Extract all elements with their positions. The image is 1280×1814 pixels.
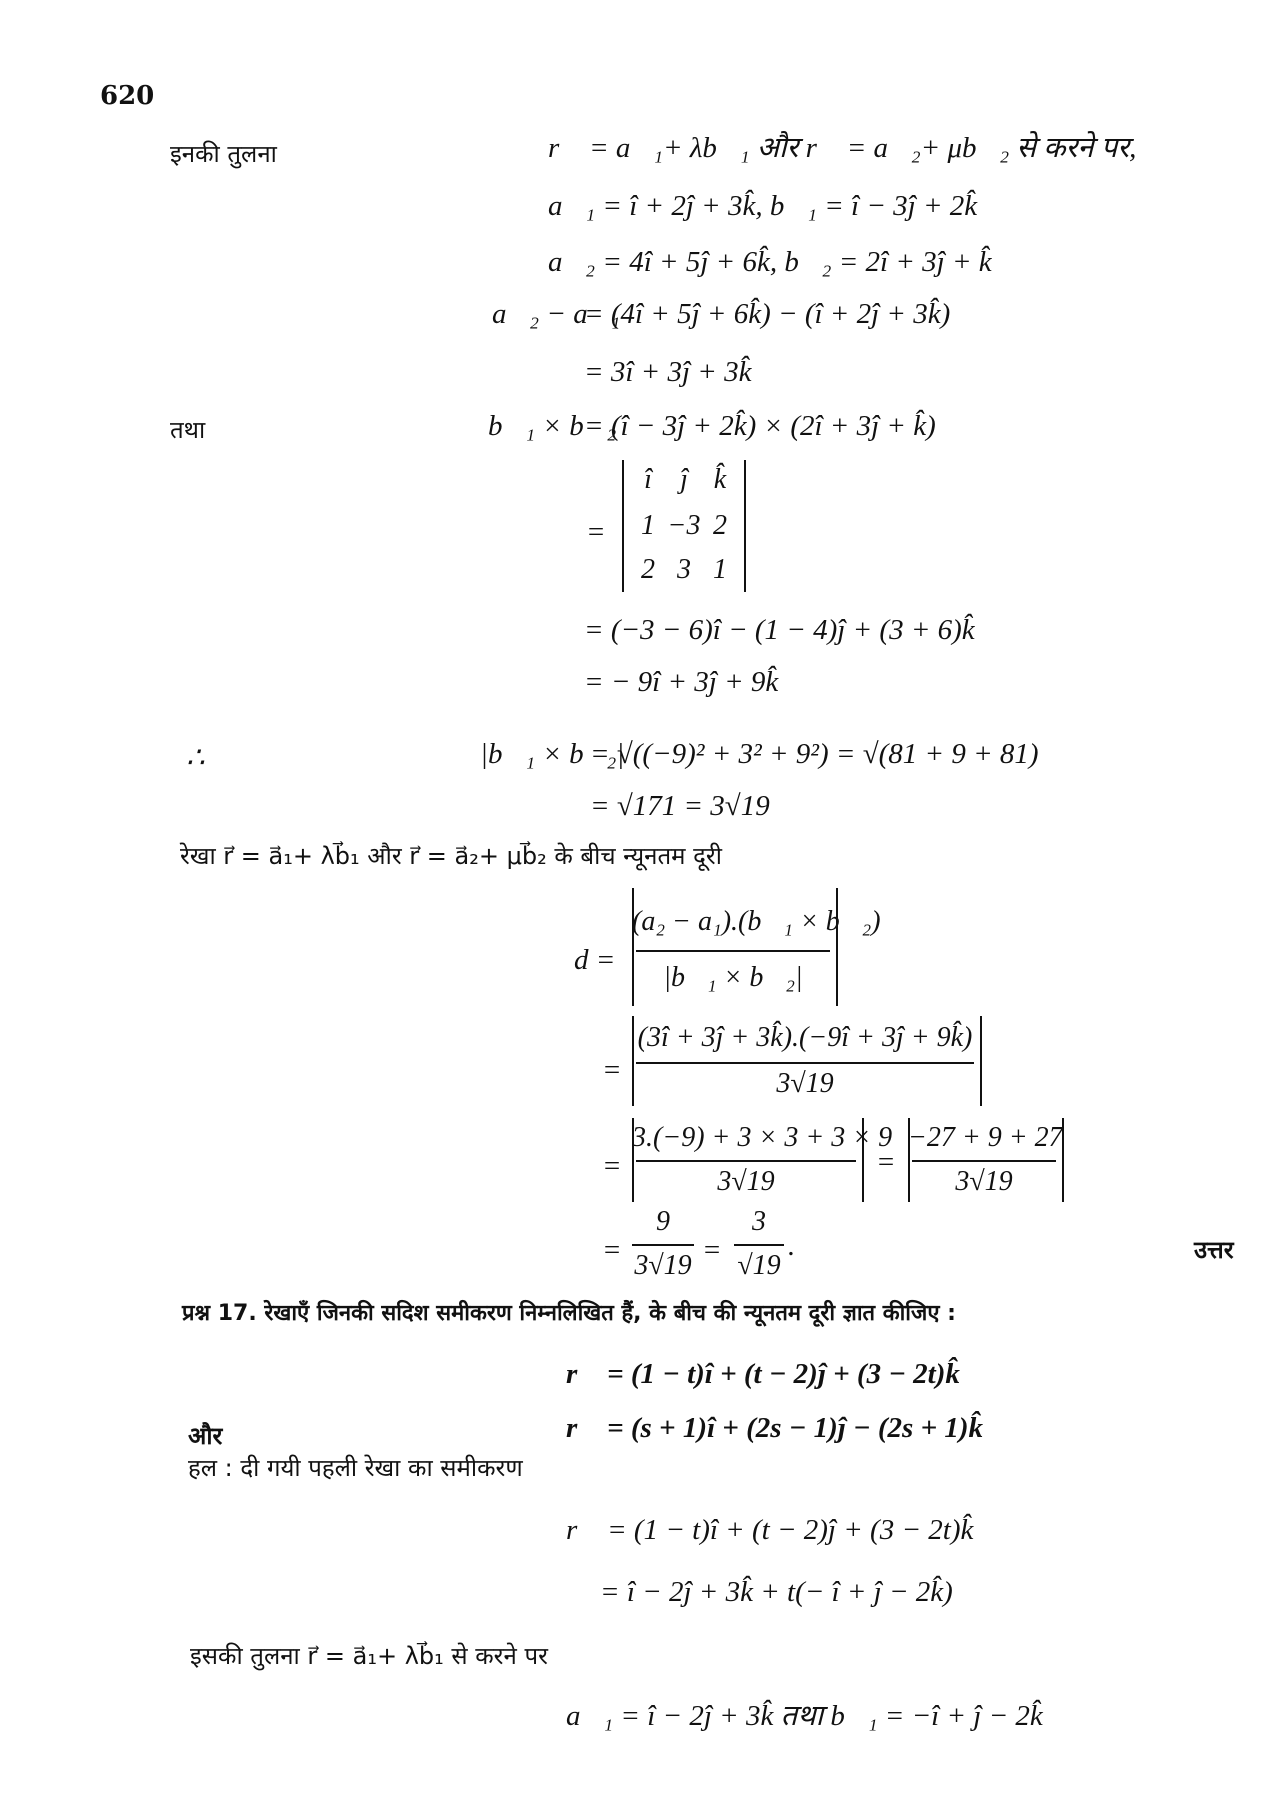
final-equals: = <box>602 1234 622 1266</box>
det-cell-1-2: ĵ <box>680 464 688 495</box>
step2-fraction-line <box>636 1062 974 1064</box>
det-cell-3-2: 3 <box>677 554 691 585</box>
determinant-equals: = <box>586 516 606 548</box>
difference-rhs: = (4î + 5ĵ + 6k̂) − (î + 2ĵ + 3k̂) <box>584 298 951 330</box>
step3-fraction-line <box>636 1160 856 1162</box>
final-fraction-line-2 <box>734 1244 784 1246</box>
det-cell-2-3: 2 <box>713 510 727 541</box>
d-numerator: (a₂ − a₁).(b⃗₁ × b⃗₂) <box>632 906 881 937</box>
d-denominator: |b⃗₁ × b⃗₂| <box>663 962 803 993</box>
a1-b1-equation: a⃗₁ = î + 2ĵ + 3k̂, b⃗₁ = î − 3ĵ + 2k̂ <box>548 190 978 222</box>
difference-result: = 3î + 3ĵ + 3k̂ <box>584 356 752 388</box>
difference-lhs: a⃗₂ − a⃗₁ <box>492 298 621 330</box>
a2-b2-equation: a⃗₂ = 4î + 5ĵ + 6k̂, b⃗₂ = 2î + 3ĵ + k̂ <box>548 246 992 278</box>
solution-a1-b1: a⃗₁ = î − 2ĵ + 3k̂ तथा b⃗₁ = −î + ĵ − 2k̂ <box>566 1700 1043 1732</box>
final-numerator-2: 3 <box>752 1206 766 1237</box>
solution-intro: हल : दी गयी पहली रेखा का समीकरण <box>188 1454 523 1482</box>
shortest-distance-statement: रेखा r⃗ = a⃗₁+ λb⃗₁ और r⃗ = a⃗₂+ μb⃗₂ के बीच न्यूनतम दूरी <box>180 842 722 870</box>
final-denominator-1: 3√19 <box>634 1250 692 1281</box>
cross-lhs: b⃗₁ × b⃗₂ <box>488 410 617 442</box>
step3b-fraction-line <box>912 1160 1056 1162</box>
det-cell-2-2: −3 <box>667 510 701 541</box>
step3-numerator: 3.(−9) + 3 × 3 + 3 × 9 <box>632 1122 893 1153</box>
final-denominator-2: √19 <box>737 1250 781 1281</box>
magnitude-rhs: = √((−9)² + 3² + 9²) = √(81 + 9 + 81) <box>590 738 1039 770</box>
page-number: 620 <box>100 81 155 111</box>
step3-equals: = <box>602 1150 622 1182</box>
magnitude-lhs: |b⃗₁ × b⃗₂| <box>480 738 625 770</box>
expansion: = (−3 − 6)î − (1 − 4)ĵ + (3 + 6)k̂ <box>584 614 975 646</box>
solution-equation-1: r⃗ = (1 − t)î + (t − 2)ĵ + (3 − 2t)k̂ <box>566 1514 974 1546</box>
final-fraction-line-1 <box>632 1244 694 1246</box>
solution-compare: इसकी तुलना r⃗ = a⃗₁+ λb⃗₁ से करने पर <box>190 1642 548 1670</box>
solution-equation-2: = î − 2ĵ + 3k̂ + t(− î + ĵ − 2k̂) <box>600 1576 953 1608</box>
det-cell-1-3: k̂ <box>713 464 727 495</box>
cross-rhs: = (î − 3ĵ + 2k̂) × (2î + 3ĵ + k̂) <box>584 410 936 442</box>
det-cell-2-1: 1 <box>641 510 655 541</box>
step2-equals: = <box>602 1054 622 1086</box>
determinant <box>622 460 746 592</box>
det-cell-3-1: 2 <box>641 554 655 585</box>
final-equals-2: = <box>702 1234 722 1266</box>
step3b-numerator: −27 + 9 + 27 <box>908 1122 1063 1153</box>
q17-equation-1: r⃗ = (1 − t)î + (t − 2)ĵ + (3 − 2t)k̂ <box>566 1358 960 1390</box>
cross-result: = − 9î + 3ĵ + 9k̂ <box>584 666 779 698</box>
d-fraction-line <box>636 950 830 952</box>
final-numerator-1: 9 <box>656 1206 670 1237</box>
magnitude-result: = √171 = 3√19 <box>590 790 770 822</box>
compare-equation: r⃗ = a⃗₁+ λb⃗₁ और r⃗ = a⃗₂+ μb⃗₂ से करने पर, <box>548 132 1137 164</box>
q17-aur: और <box>188 1422 223 1450</box>
step2-numerator: (3î + 3ĵ + 3k̂).(−9î + 3ĵ + 9k̂) <box>637 1022 973 1053</box>
step2-denominator: 3√19 <box>776 1068 834 1099</box>
tatha-label: तथा <box>170 416 206 444</box>
compare-label: इनकी तुलना <box>170 140 277 168</box>
det-cell-3-3: 1 <box>713 554 727 585</box>
therefore-symbol: ∴ <box>186 742 205 774</box>
d-label: d = <box>574 944 616 976</box>
q17-equation-2: r⃗ = (s + 1)î + (2s − 1)ĵ − (2s + 1)k̂ <box>566 1412 984 1444</box>
step3-equals-2: = <box>876 1146 896 1178</box>
final-period: . <box>788 1230 796 1262</box>
det-cell-1-1: î <box>644 464 652 495</box>
answer-label: उत्तर <box>1194 1236 1234 1264</box>
step3b-denominator: 3√19 <box>955 1166 1013 1197</box>
step3-denominator: 3√19 <box>717 1166 775 1197</box>
question-17: प्रश्न 17. रेखाएँ जिनकी सदिश समीकरण निम्नलिखित हैं, के बीच की न्यूनतम दूरी ज्ञात कीजिए : <box>182 1301 956 1326</box>
